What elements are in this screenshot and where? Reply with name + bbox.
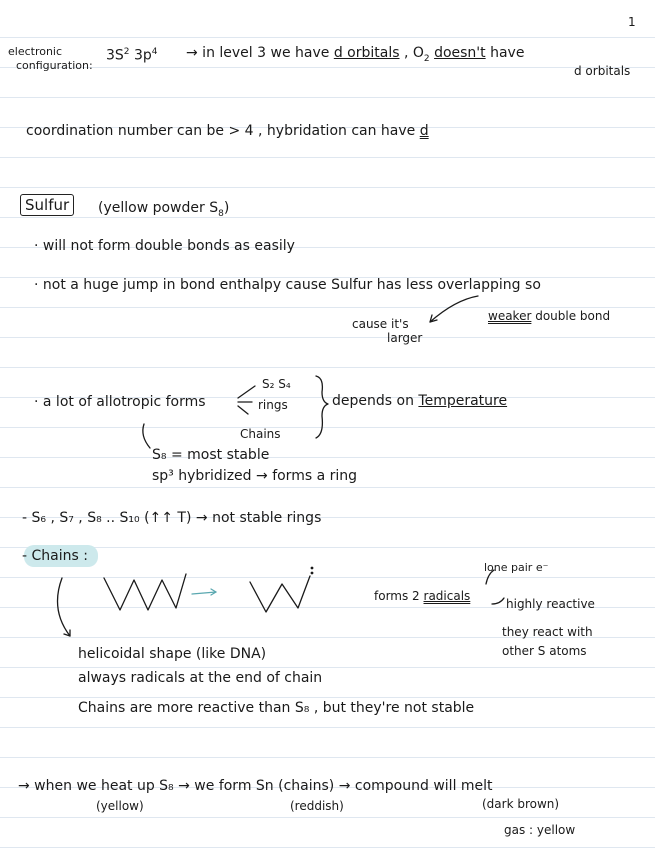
coordination-text: coordination number can be > 4 , hybridation can have d [26,123,429,139]
label-reddish: (reddish) [290,799,344,813]
chain-zigzag-1 [104,574,186,610]
helicoidal-shape: helicoidal shape (like DNA) [78,646,267,662]
bullet-bond-enthalpy: · not a huge jump in bond enthalpy cause Sulfur has less overlapping so [34,277,541,293]
page-number: 1 [628,15,636,29]
rings-line: - S₆ , S₇ , S₈ .. S₁₀ (↑↑ T) → not stable rings [22,510,322,526]
label-yellow: (yellow) [96,799,144,813]
they-react: they react with [502,625,593,639]
forms-radicals: forms 2 radicals [374,589,471,603]
config-label-top: electronic [8,45,63,58]
allotrope-form-1: S₂ S₄ [262,377,291,391]
label-dark-brown: (dark brown) [482,797,560,811]
label-gas-yellow: gas : yellow [504,823,576,837]
note-cause-1: cause it's [352,317,409,331]
allotrope-branch [238,386,255,414]
heat-line: → when we heat up S₈ → we form Sn (chains) → compound will melt [18,778,493,794]
sp3-hybridized: sp³ hybridized → forms a ring [152,468,358,484]
config-text: → in level 3 we have d orbitals , $O_2$ doesn't have [186,45,525,64]
allotrope-form-2: rings [258,398,288,412]
sulfur-subtitle: (yellow powder $S_8$) [98,200,230,219]
bullet-allotropes: · a lot of allotropic forms [34,394,206,410]
curve-chains [58,578,71,636]
allotrope-form-3: Chains [240,427,281,441]
bullet-double-bonds: · will not form double bonds as easily [34,238,295,254]
chains-title: - Chains : [22,548,88,564]
config-text-wrap: d orbitals [574,64,631,78]
chain-zigzag-2 [250,576,310,612]
highly-reactive: highly reactive [506,597,595,611]
config-label-bottom: configuration: [16,59,93,72]
hook-s8 [143,424,150,448]
depends-on: depends on Temperature [332,393,508,409]
note-weaker-double-bond: weaker double bond [488,309,611,323]
lone-pair-pointer [486,570,494,584]
config-formula: $3S^2$ $3p^4$ [106,47,158,64]
lone-pair: lone pair e⁻ [484,561,549,574]
radicals-at-end: always radicals at the end of chain [78,670,323,686]
right-brace [316,376,328,438]
other-s-atoms: other S atoms [502,644,587,658]
s8-most-stable: S₈ = most stable [152,447,270,463]
note-cause-2: larger [387,331,423,345]
chains-more-reactive: Chains are more reactive than S₈ , but they're not stable [78,700,475,716]
sulfur-title: Sulfur [20,194,74,216]
arrow-weaker-to-cause [430,296,478,322]
highly-pointer [492,598,504,604]
